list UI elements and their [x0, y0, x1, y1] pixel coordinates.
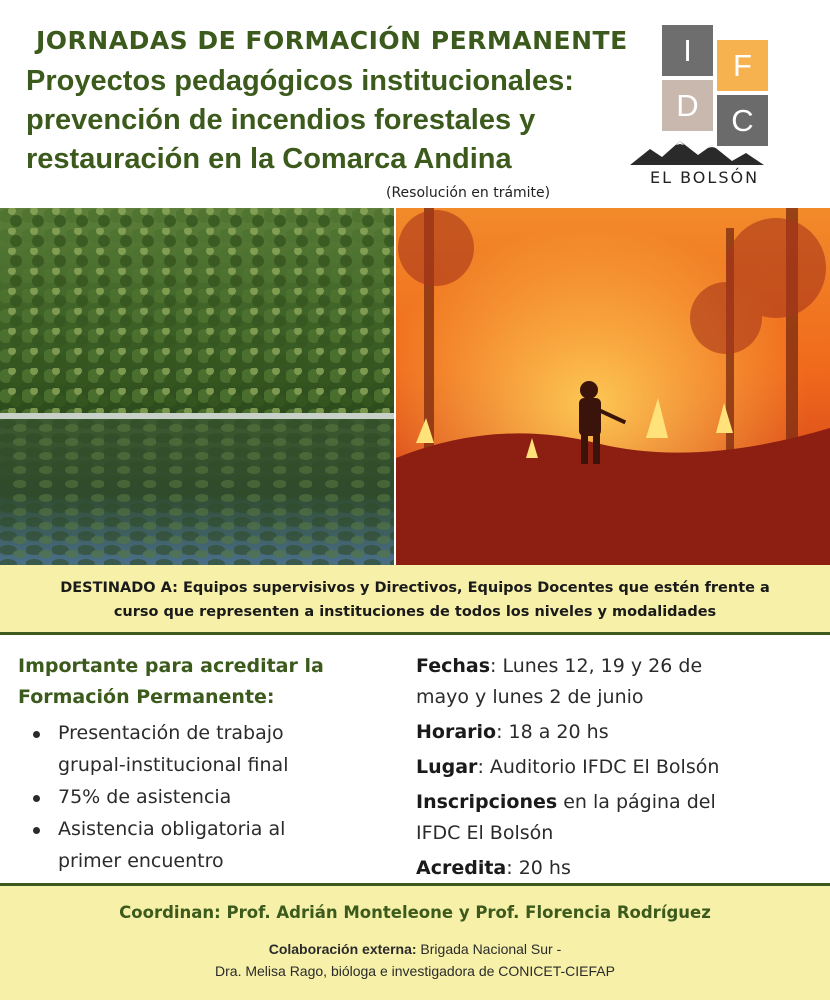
list-item-text: 75% de asistencia	[58, 786, 232, 808]
credits-value: : 20 hs	[506, 857, 571, 879]
bullet-icon	[33, 731, 40, 738]
flyer-footer	[0, 883, 830, 1000]
list-item	[18, 717, 398, 781]
coordinators: Coordinan: Prof. Adrián Monteleone y Prof. Florencia Rodríguez	[119, 903, 711, 922]
list-item-text: primer encuentro	[58, 850, 224, 872]
lake-forest-photo	[0, 208, 394, 565]
bullet-icon	[33, 795, 40, 802]
schedule-row	[416, 717, 816, 748]
credits-label: Acredita	[416, 857, 507, 879]
place-row	[416, 752, 816, 783]
collab-label: Colaboración externa:	[268, 941, 417, 957]
logo-tile-d: D	[662, 80, 713, 131]
dates-value: : Lunes 12, 19 y 26 de	[490, 655, 703, 677]
forest-fire-photo	[396, 208, 830, 565]
list-item-text: Presentación de trabajo	[58, 722, 284, 744]
place-value: : Auditorio IFDC El Bolsón	[477, 756, 720, 778]
ifdc-logo	[628, 22, 788, 190]
requirements-title-line: Formación Permanente:	[18, 686, 275, 708]
collab-line: Dra. Melisa Rago, bióloga e investigadora de CONICET-CIEFAP	[215, 963, 615, 979]
registration-value: en la página del	[557, 791, 716, 813]
list-item	[18, 781, 398, 813]
flyer-header	[0, 0, 830, 208]
collab-value: Brigada Nacional Sur -	[416, 941, 562, 957]
external-collaboration	[0, 938, 830, 982]
mountains-icon	[628, 135, 788, 167]
audience-line: curso que representen a instituciones de todos los niveles y modalidades	[113, 604, 717, 620]
logo-caption: EL BOLSÓN	[650, 168, 760, 187]
dates-row	[416, 651, 816, 713]
details-block	[416, 651, 816, 888]
logo-tile-f: F	[717, 40, 768, 91]
requirements-block	[18, 651, 398, 877]
collab-line	[0, 938, 830, 960]
title-line: Proyectos pedagógicos institucionales:	[26, 65, 574, 97]
event-kicker: JORNADAS DE FORMACIÓN PERMANENTE	[36, 26, 628, 55]
info-section	[0, 635, 830, 883]
list-item-text: Asistencia obligatoria al	[58, 818, 286, 840]
bullet-icon	[33, 827, 40, 834]
credits-row	[416, 853, 816, 884]
registration-label: Inscripciones	[416, 791, 558, 813]
list-item	[18, 813, 398, 877]
dates-value-cont: mayo y lunes 2 de junio	[416, 686, 644, 708]
schedule-label: Horario	[416, 721, 497, 743]
resolution-note: (Resolución en trámite)	[386, 185, 551, 201]
registration-value-cont: IFDC El Bolsón	[416, 822, 554, 844]
title-line: restauración en la Comarca Andina	[26, 143, 512, 175]
registration-row	[416, 787, 816, 849]
schedule-value: : 18 a 20 hs	[496, 721, 609, 743]
requirements-list	[18, 717, 398, 877]
list-item-text: grupal-institucional final	[58, 754, 289, 776]
event-title	[26, 62, 636, 179]
place-label: Lugar	[416, 756, 478, 778]
requirements-title	[18, 651, 398, 713]
audience-line: DESTINADO A: Equipos supervisivos y Directivos, Equipos Docentes que estén frente a	[60, 580, 770, 596]
logo-tile-c: C	[717, 95, 768, 146]
dates-label: Fechas	[416, 655, 491, 677]
logo-tile-i: I	[662, 25, 713, 76]
photo-strip	[0, 208, 830, 565]
requirements-title-line: Importante para acreditar la	[18, 655, 324, 677]
title-line: prevención de incendios forestales y	[26, 104, 536, 136]
audience-band	[0, 565, 830, 635]
